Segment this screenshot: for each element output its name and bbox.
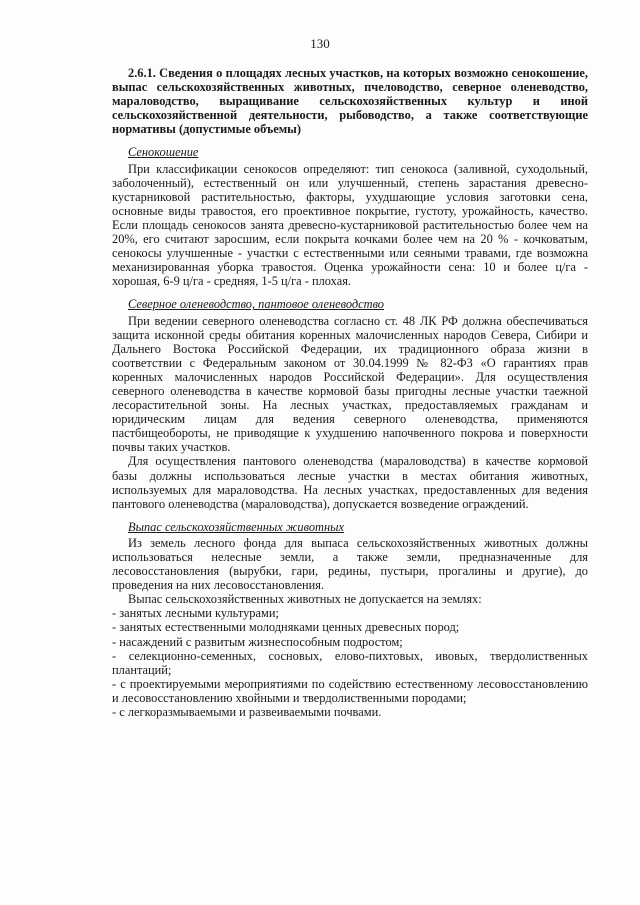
paragraph-reindeer-1: При ведении северного оленеводства согласно ст. 48 ЛК РФ должна обеспечиваться защита исконной среды обитания коренных малочисленных народов Севера, Сибири и Дальнего Востока Российской Федерации, их традиционного образа жизни в соответствии с Федеральным законом от 30.04.1999 № 82-ФЗ «О гарантиях прав коренных малочисленных народов Российской Федерации». Для осуществления северного оленеводства в качестве кормовой базы пригодны лесные участки таежной лесорастительной зоны. На лесных участках, предоставляемых гражданам и юридическим лицам для ведения северного оленеводства, применяются пастбищеобороты, не приводящие к ухудшению напочвенного покрова и поверхности почвы таких участков. bbox=[112, 313, 588, 455]
document-body bbox=[112, 66, 588, 719]
paragraph-grazing-2: Выпас сельскохозяйственных животных не допускается на землях: bbox=[128, 592, 482, 607]
subheading-haymaking: Сенокошение bbox=[128, 145, 199, 160]
paragraph-haymaking: При классификации сенокосов определяют: тип сенокоса (заливной, суходольный, заболоченный), естественный он или улучшенный, степень зарастания древесно-кустарниковой растительностью, факторы, ухудшающие условия заготовки сена, основные виды травостоя, его проективное покрытие, густоту, урожайность, качество. Если площадь сенокосов занята древесно-кустарниковой растительностью более чем на 20%, его считают заросшим, если покрыта кочками более чем на 20 % - кочковатым, сенокосы улучшенные - участки с естественными или сеяными травами, где возможна механизированная уборка травостоя. Оценка урожайности сена: 10 и более ц/га - хорошая, 6-9 ц/га - средняя, 1-5 ц/га - плохая. bbox=[112, 161, 588, 289]
subheading-reindeer: Северное оленеводство, пантовое оленеводство bbox=[128, 297, 384, 312]
paragraph-grazing-1: Из земель лесного фонда для выпаса сельскохозяйственных животных должны использоваться нелесные земли, а также земли, предназначенные для лесовосстановления (вырубки, гари, редины, пустыри, прогалины и другие), до проведения на них лесовосстановления. bbox=[112, 535, 588, 593]
section-heading: 2.6.1. Сведения о площадях лесных участков, на которых возможно сенокошение, выпас сельскохозяйственных животных, пчеловодство, северное оленеводство, мараловодство, выращивание сельскохозяйственных культур и иной сельскохозяйственной деятельности, рыбоводство, а также соответствующие нормативы (допустимые объемы) bbox=[112, 66, 588, 137]
subheading-grazing: Выпас сельскохозяйственных животных bbox=[128, 519, 345, 534]
list-item: - с легкоразмываемыми и развеиваемыми почвами. bbox=[112, 705, 382, 720]
list-item: - селекционно-семенных, сосновых, елово-пихтовых, ивовых, твердолиственных плантаций; bbox=[112, 648, 588, 677]
list-item: - с проектируемыми мероприятиями по содействию естественному лесовосстановлению и лесовосстановлению хвойными и твердолиственными породами; bbox=[112, 676, 588, 705]
list-item: - занятых лесными культурами; bbox=[112, 606, 279, 621]
paragraph-reindeer-2: Для осуществления пантового оленеводства (мараловодства) в качестве кормовой базы должны использоваться лесные участки в местах обитания животных, используемых для мараловодства. На лесных участках, предоставленных для ведения пантового оленеводства (мараловодства), допускается возведение ограждений. bbox=[112, 454, 588, 511]
list-item: - насаждений с развитым жизнеспособным подростом; bbox=[112, 634, 403, 649]
page-number: 130 bbox=[310, 36, 330, 51]
list-item: - занятых естественными молодняками ценных древесных пород; bbox=[112, 620, 460, 635]
